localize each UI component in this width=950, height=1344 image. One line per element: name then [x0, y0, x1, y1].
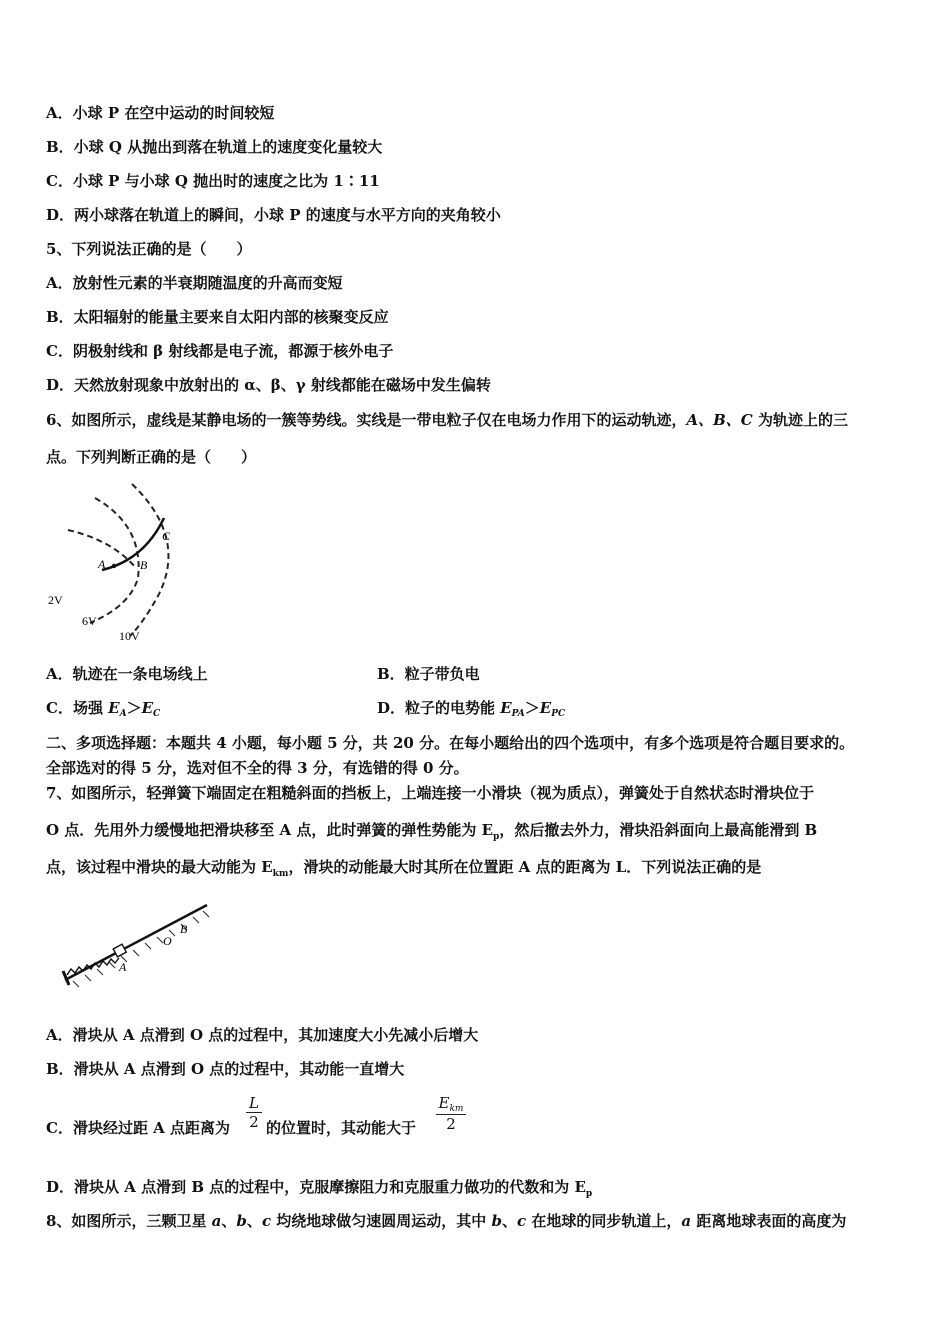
section2-line1: 二、多项选择题：本题共 4 小题，每小题 5 分，共 20 分。在每小题给出的四个选项中，有多个选项是符合题目要求的。: [46, 734, 855, 752]
incline-hatching: [73, 911, 209, 987]
incline-figure: [55, 895, 215, 995]
q4-option-d: D．两小球落在轨道上的瞬间，小球 P 的速度与水平方向的夹角较小: [46, 206, 501, 224]
q7-stem-line1: 7、如图所示，轻弹簧下端固定在粗糙斜面的挡板上，上端连接一小滑块（视为质点），弹簧处于自然状态时滑块位于: [46, 784, 814, 802]
label-b: B: [140, 558, 148, 572]
label-a: A: [98, 557, 106, 571]
q6-option-b: B．粒子带负电: [377, 665, 480, 683]
label-a: A: [119, 960, 127, 974]
q6-option-a: A．轨迹在一条电场线上: [46, 665, 208, 683]
equipotential-figure: [40, 478, 190, 648]
q7-option-b: B．滑块从 A 点滑到 O 点的过程中，其动能一直增大: [46, 1060, 405, 1078]
particle-trajectory: [102, 518, 164, 570]
spring: [67, 958, 119, 975]
q7-option-a: A．滑块从 A 点滑到 O 点的过程中，其加速度大小先减小后增大: [46, 1026, 479, 1044]
q6-option-d: D．粒子的电势能 $E_{PA}>E_{PC}$: [377, 699, 566, 719]
section2-line2: 全部选对的得 5 分，选对但不全的得 3 分，有选错的得 0 分。: [46, 759, 469, 777]
label-b: B: [180, 922, 188, 936]
q7-option-d: D．滑块从 A 点滑到 B 点的过程中，克服摩擦阻力和克服重力做功的代数和为 $E_p$: [46, 1178, 593, 1199]
label-2v: 2V: [48, 593, 63, 607]
incline-surface: [65, 905, 207, 980]
q6-stem-line2: 点。下列判断正确的是（ ）: [46, 448, 257, 466]
q7-option-c-pre: C．滑块经过距 A 点距离为: [46, 1119, 231, 1137]
q4-option-a: A．小球 P 在空中运动的时间较短: [46, 104, 275, 122]
fraction-ekm-over-2: $E_{km}$ 2: [436, 1094, 466, 1133]
q4-option-b: B．小球 Q 从抛出到落在轨道上的速度变化量较大: [46, 138, 383, 156]
q7-stem-line3: 点，该过程中滑块的最大动能为 $E_{km}$，滑块的动能最大时其所在位置距 A 点的距离为 L．下列说法正确的是: [46, 858, 762, 879]
label-c: C: [162, 529, 171, 543]
slider-block: [113, 944, 126, 957]
label-6v: 6V: [82, 614, 97, 628]
q5-option-b: B．太阳辐射的能量主要来自太阳内部的核聚变反应: [46, 308, 389, 326]
q5-stem: 5、下列说法正确的是（ ）: [46, 240, 252, 258]
equipotential-line-10v: [130, 484, 168, 636]
q8-stem: 8、如图所示，三颗卫星 a、b、c 均绕地球做匀速圆周运动，其中 b、c 在地球的同步轨道上，a 距离地球表面的高度为: [46, 1212, 847, 1230]
q7-option-c-mid: 的位置时，其动能大于: [266, 1119, 417, 1137]
q7-stem-line2: O 点．先用外力缓慢地把滑块移至 A 点，此时弹簧的弹性势能为 $E_p$，然后撤去外力，滑块沿斜面向上最高能滑到 B: [46, 821, 818, 842]
q6-option-c: C．场强 $E_A>E_C$: [46, 699, 161, 719]
fraction-l-over-2: $\frac{L}{2}$: [246, 1094, 262, 1131]
q4-option-c: C．小球 P 与小球 Q 抛出时的速度之比为 1∶11: [46, 172, 380, 190]
label-o: O: [163, 934, 172, 948]
q5-option-c: C．阴极射线和 β 射线都是电子流，都源于核外电子: [46, 342, 394, 360]
label-10v: 10V: [119, 629, 140, 643]
q6-stem-line1: 6、如图所示，虚线是某静电场的一簇等势线。实线是一带电粒子仅在电场力作用下的运动轨迹，A、B、C 为轨迹上的三: [46, 411, 848, 429]
point-a-dot: [112, 564, 116, 568]
q5-option-a: A．放射性元素的半衰期随温度的升高而变短: [46, 274, 343, 292]
q5-option-d: D．天然放射现象中放射出的 α、β、γ 射线都能在磁场中发生偏转: [46, 376, 491, 394]
